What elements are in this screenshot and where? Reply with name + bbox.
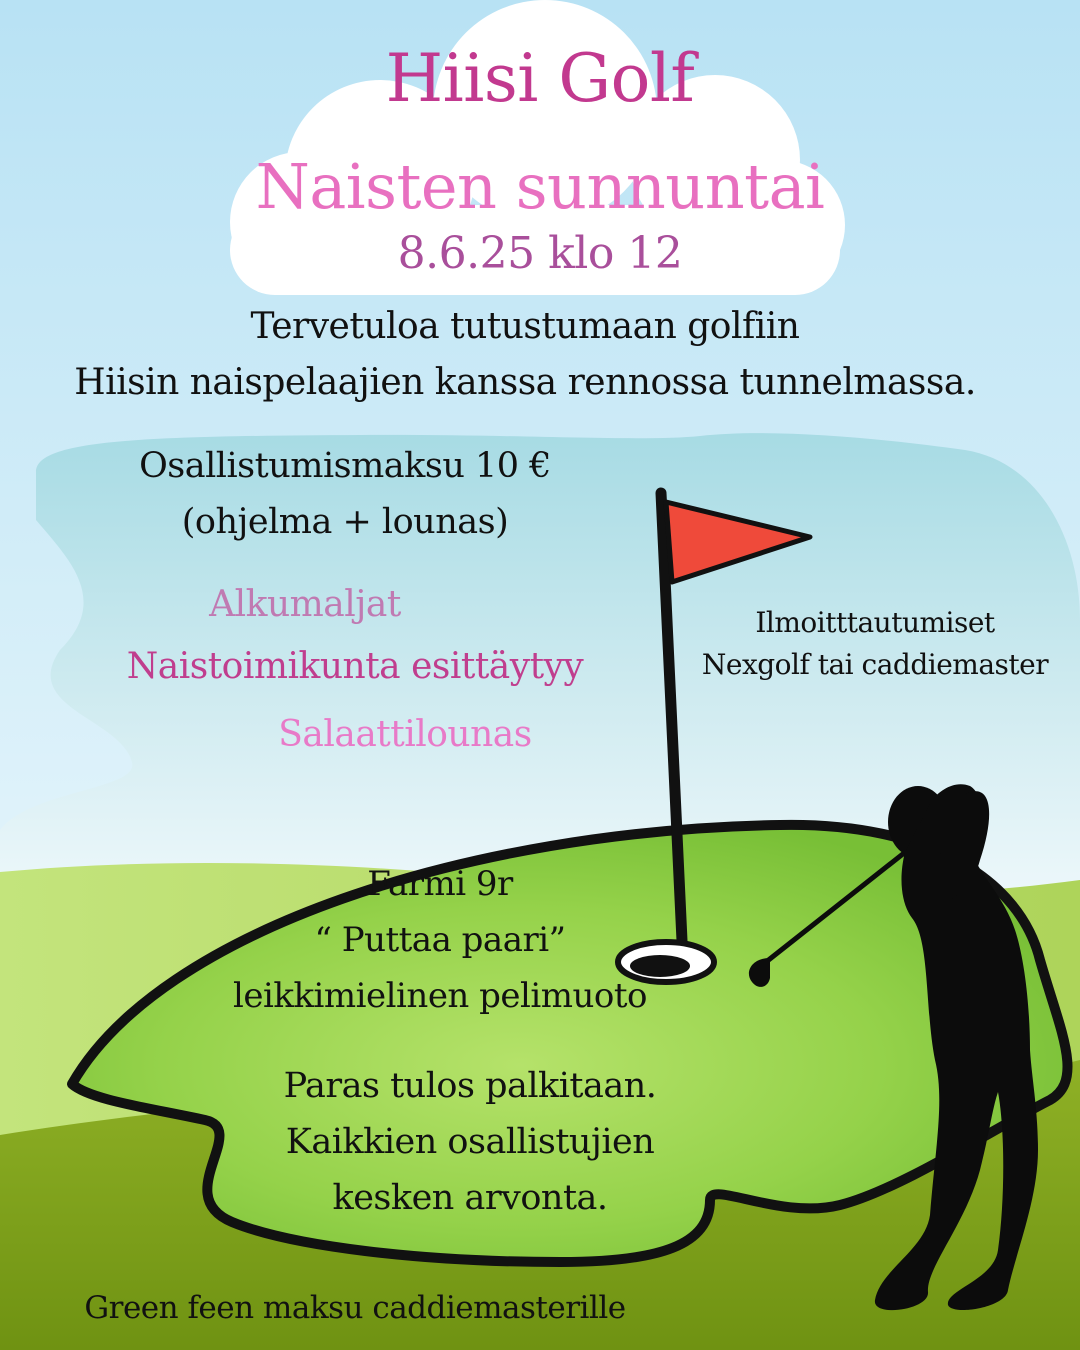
poster-title: Hiisi Golf (385, 40, 695, 117)
program-item-alkumaljat: Alkumaljat (209, 584, 401, 625)
event-date: 8.6.25 klo 12 (397, 228, 683, 279)
game-line-2: “ Puttaa paari” (314, 920, 566, 960)
prize-line-2: Kaikkien osallistujien (285, 1122, 655, 1162)
prize-line-3: kesken arvonta. (332, 1178, 608, 1218)
program-item-naistoimikunta: Naistoimikunta esittäytyy (126, 646, 584, 687)
event-subtitle: Naisten sunnuntai (255, 150, 825, 223)
welcome-line-1: Tervetuloa tutustumaan golfiin (250, 306, 800, 347)
game-line-1: Farmi 9r (367, 864, 513, 904)
welcome-line-2: Hiisin naispelaajien kanssa rennossa tunnelmassa. (74, 362, 976, 403)
game-line-3: leikkimielinen pelimuoto (232, 976, 648, 1016)
prize-line-1: Paras tulos palkitaan. (283, 1066, 657, 1106)
fee-line-1: Osallistumismaksu 10 € (139, 446, 551, 486)
registration-line-1: Ilmoitttautumiset (755, 606, 995, 639)
program-item-salaattilounas: Salaattilounas (278, 714, 532, 755)
registration-line-2: Nexgolf tai caddiemaster (701, 648, 1049, 681)
fee-line-2: (ohjelma + lounas) (181, 502, 509, 542)
footer-note: Green feen maksu caddiemasterille (84, 1290, 626, 1326)
